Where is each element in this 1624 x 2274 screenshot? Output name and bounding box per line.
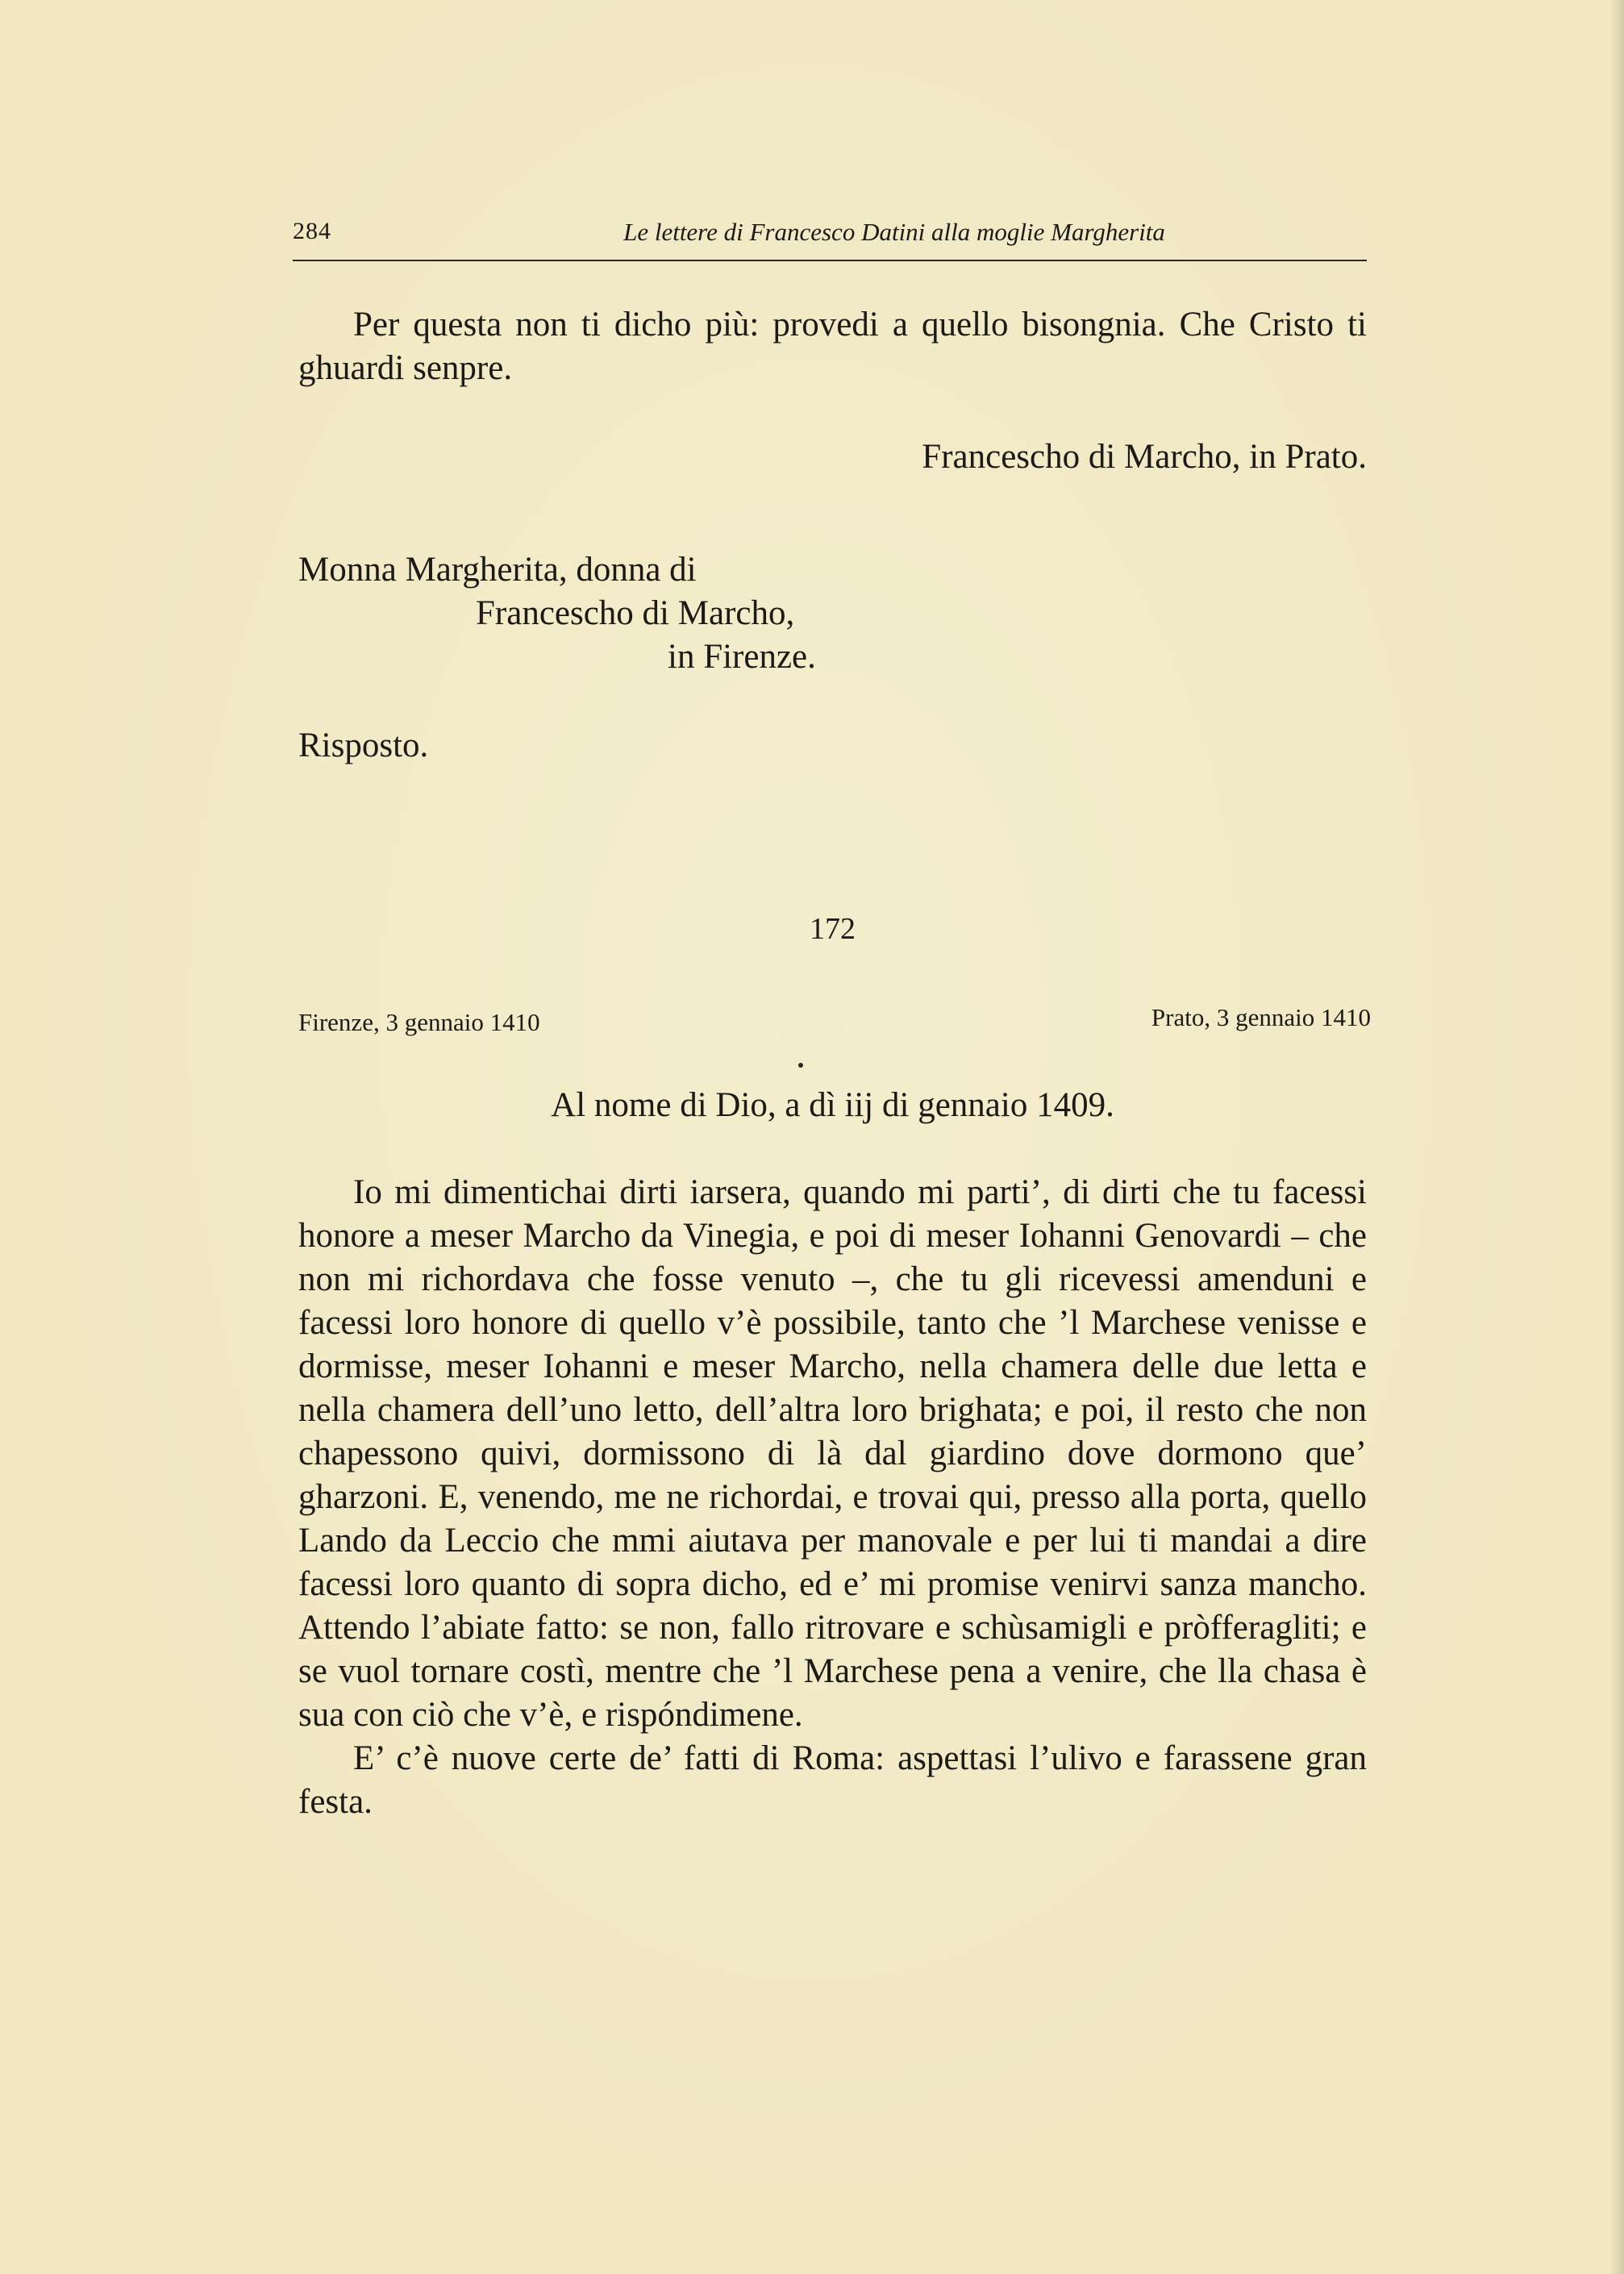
previous-letter-closing (298, 303, 1367, 390)
signature: Francescho di Marcho, in Prato. (922, 438, 1367, 476)
separator-dot (798, 1063, 803, 1068)
body-paragraph: Io mi dimentichai dirti iarsera, quando mi parti’, di dirti che tu facessi honore a meser Marcho da Vinegia, e poi di meser Iohanni Genovardi – che non mi richordava che fosse venuto –, che tu gli ricevessi amenduni e facessi loro honore di quello v’è possibile, tanto che ’l Marchese venisse e dormisse, meser Iohanni e meser Marcho, nella chamera delle due letta e nella chamera dell’uno letto, dell’altra loro brighata; e poi, il resto che non chapessono quivi, dormissono di là dal giardino dove dormono que’ gharzoni. E, venendo, me ne richordai, e trovai qui, presso alla porta, quello Lando da Leccio che mmi aiutava per manovale e per lui ti mandai a dire facessi loro quanto di sopra dicho, ed e’ mi promise venirvi sanza mancho. Attendo l’abiate fatto: se non, fallo ritrovare e schùsamigli e pròfferagliti; e se vuol tornare costì, mentre che ’l Marchese pena a venire, che lla chasa è sua con ciò che v’è, e rispóndimene. (298, 1173, 1367, 1734)
closing-paragraph: Per questa non ti dicho più: provedi a quello bisongnia. Che Cristo ti ghuardi senpre. (298, 306, 1367, 387)
letter-invocation: Al nome di Dio, a dì iij di gennaio 1409. (551, 1086, 1114, 1124)
place-date-right: Prato, 3 gennaio 1410 (1151, 1003, 1371, 1031)
letter-number: 172 (810, 912, 856, 946)
address-line-3: in Firenze. (668, 638, 816, 676)
address-line-2: Francescho di Marcho, (476, 594, 795, 632)
page-edge-shadow (1609, 0, 1624, 2274)
page-number: 284 (293, 218, 331, 244)
letter-body (298, 1171, 1367, 1824)
address-line-1: Monna Margherita, donna di (298, 551, 697, 589)
running-title: Le lettere di Francesco Datini alla moglie Margherita (623, 218, 1165, 246)
reply-note: Risposto. (298, 727, 429, 764)
body-paragraph: E’ c’è nuove certe de’ fatti di Roma: aspettasi l’ulivo e farassene gran festa. (298, 1739, 1367, 1821)
page-header (293, 211, 1367, 261)
place-date-left: Firenze, 3 gennaio 1410 (298, 1008, 540, 1036)
